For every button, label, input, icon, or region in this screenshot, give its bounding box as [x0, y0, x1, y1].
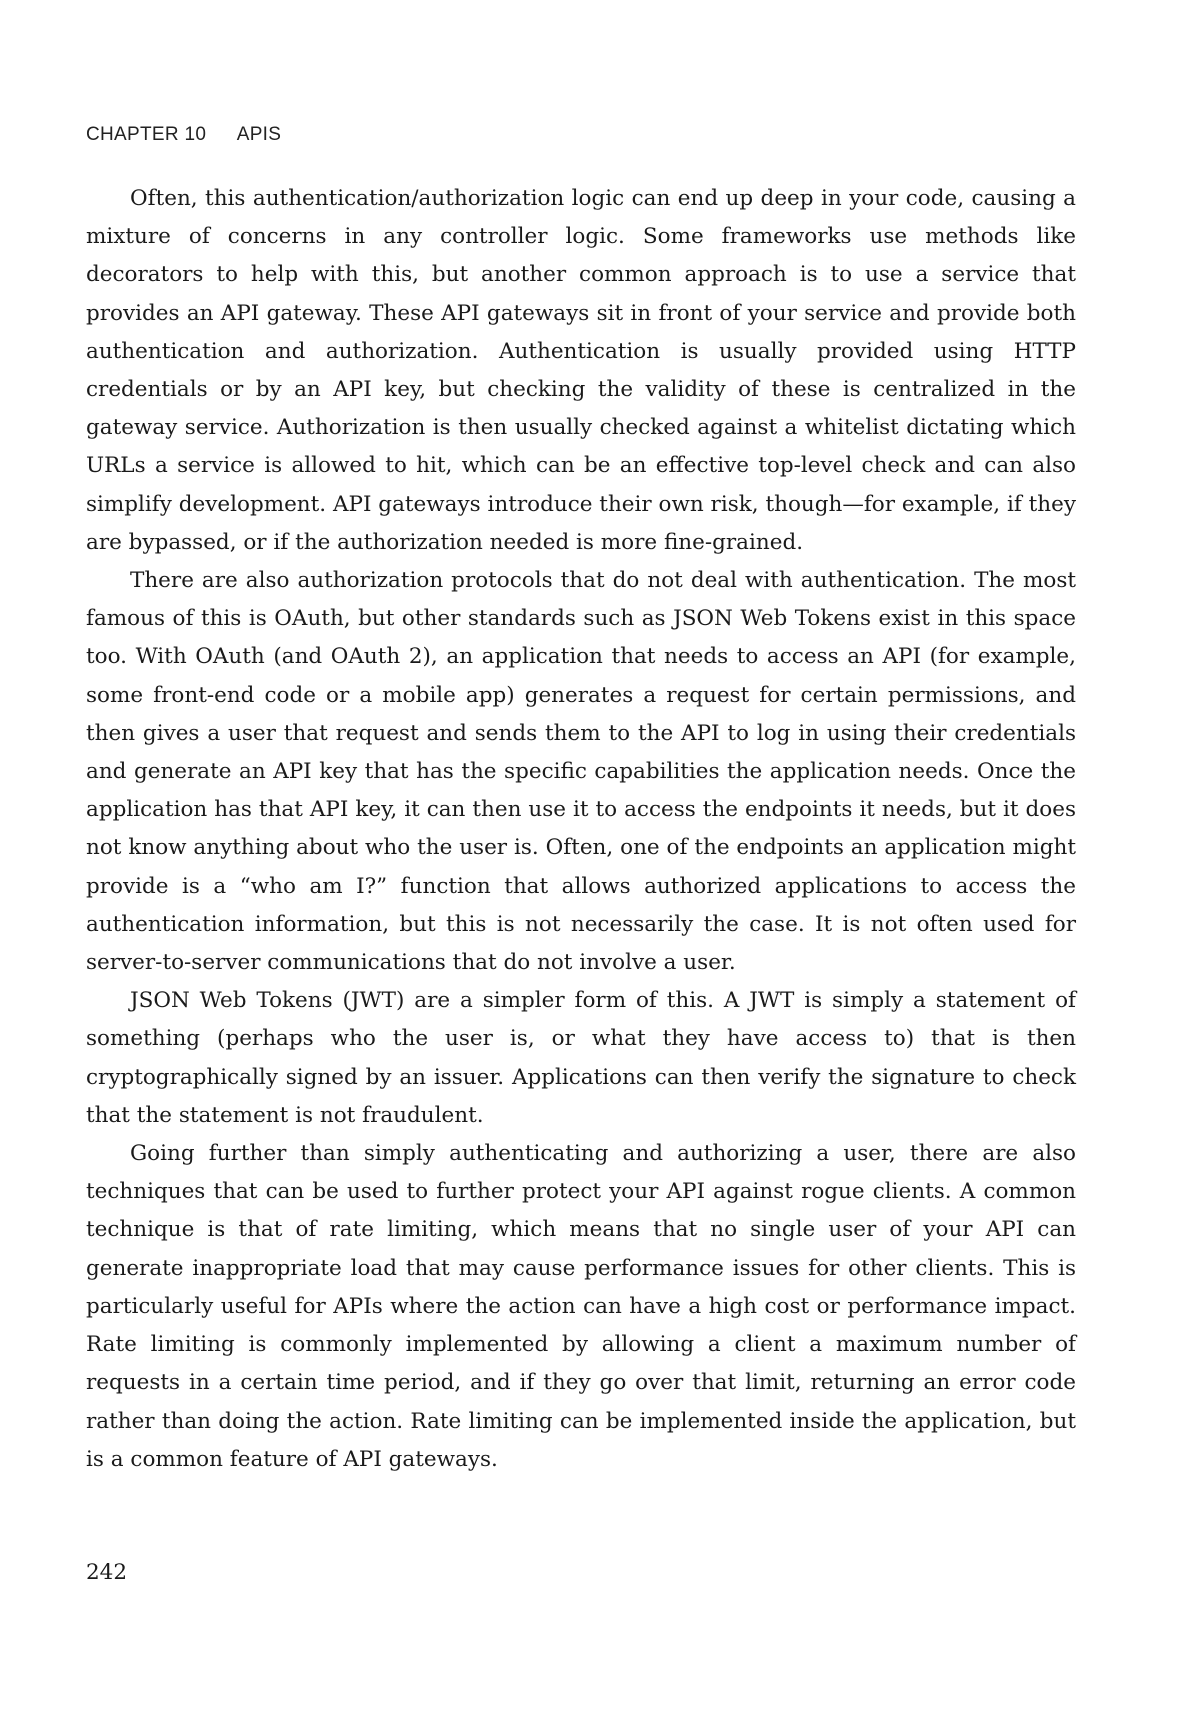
paragraph-api-gateways: Often, this authentication/authorization logic can end up deep in your code, causing a mixture of concerns in any controller logic. Some frameworks use methods like decorators to help with this, but another common approach is to use a service that provides an API gateway. These API gateways sit in front of your service and provide both authentication and authorization. Authentication is usually provided using HTTP credentials or by an API key, but checking the validity of these is centralized in the gateway service. Authorization is then usually checked against a whitelist dictating which URLs a service is allowed to hit, which can be an effective top-level check and can also simplify development. API gateways introduce their own risk, though—for example, if they are bypassed, or if the authorization needed is more fine-grained.	[86, 186, 1076, 555]
running-header	[86, 124, 281, 146]
paragraph-oauth: There are also authorization protocols that do not deal with authentication. The most famous of this is OAuth, but other standards such as JSON Web Tokens exist in this space too. With OAuth (and OAuth 2), an application that needs to access an API (for example, some front-end code or a mobile app) generates a request for certain permissions, and then gives a user that request and sends them to the API to log in using their credentials and generate an API key that has the specific capabilities the application needs. Once the application has that API key, it can then use it to access the endpoints it needs, but it does not know anything about who the user is. Often, one of the endpoints an application might provide is a “who am I?” function that allows authorized applications to access the authentication information, but this is not necessarily the case. It is not often used for server-to-server communications that do not involve a user.	[86, 568, 1076, 976]
page-number: 242	[86, 1560, 128, 1585]
paragraph-rate-limiting: Going further than simply authenticating and authorizing a user, there are also techniques that can be used to further protect your API against rogue clients. A common technique is that of rate limiting, which means that no single user of your API can generate inappropriate load that may cause performance issues for other clients. This is particularly useful for APIs where the action can have a high cost or performance impact. Rate limiting is commonly implemented by allowing a client a maximum number of requests in a certain time period, and if they go over that limit, returning an error code rather than doing the action. Rate limiting can be implemented inside the application, but is a common feature of API gateways.	[86, 1141, 1076, 1472]
section-title: APIS	[236, 124, 282, 145]
paragraph-jwt: JSON Web Tokens (JWT) are a simpler form of this. A JWT is simply a statement of something (perhaps who the user is, or what they have access to) that is then cryptographically signed by an issuer. Applications can then verify the signature to check that the statement is not fraudulent.	[86, 988, 1076, 1128]
body-text	[86, 180, 1076, 1479]
chapter-label: CHAPTER 10	[86, 124, 207, 145]
